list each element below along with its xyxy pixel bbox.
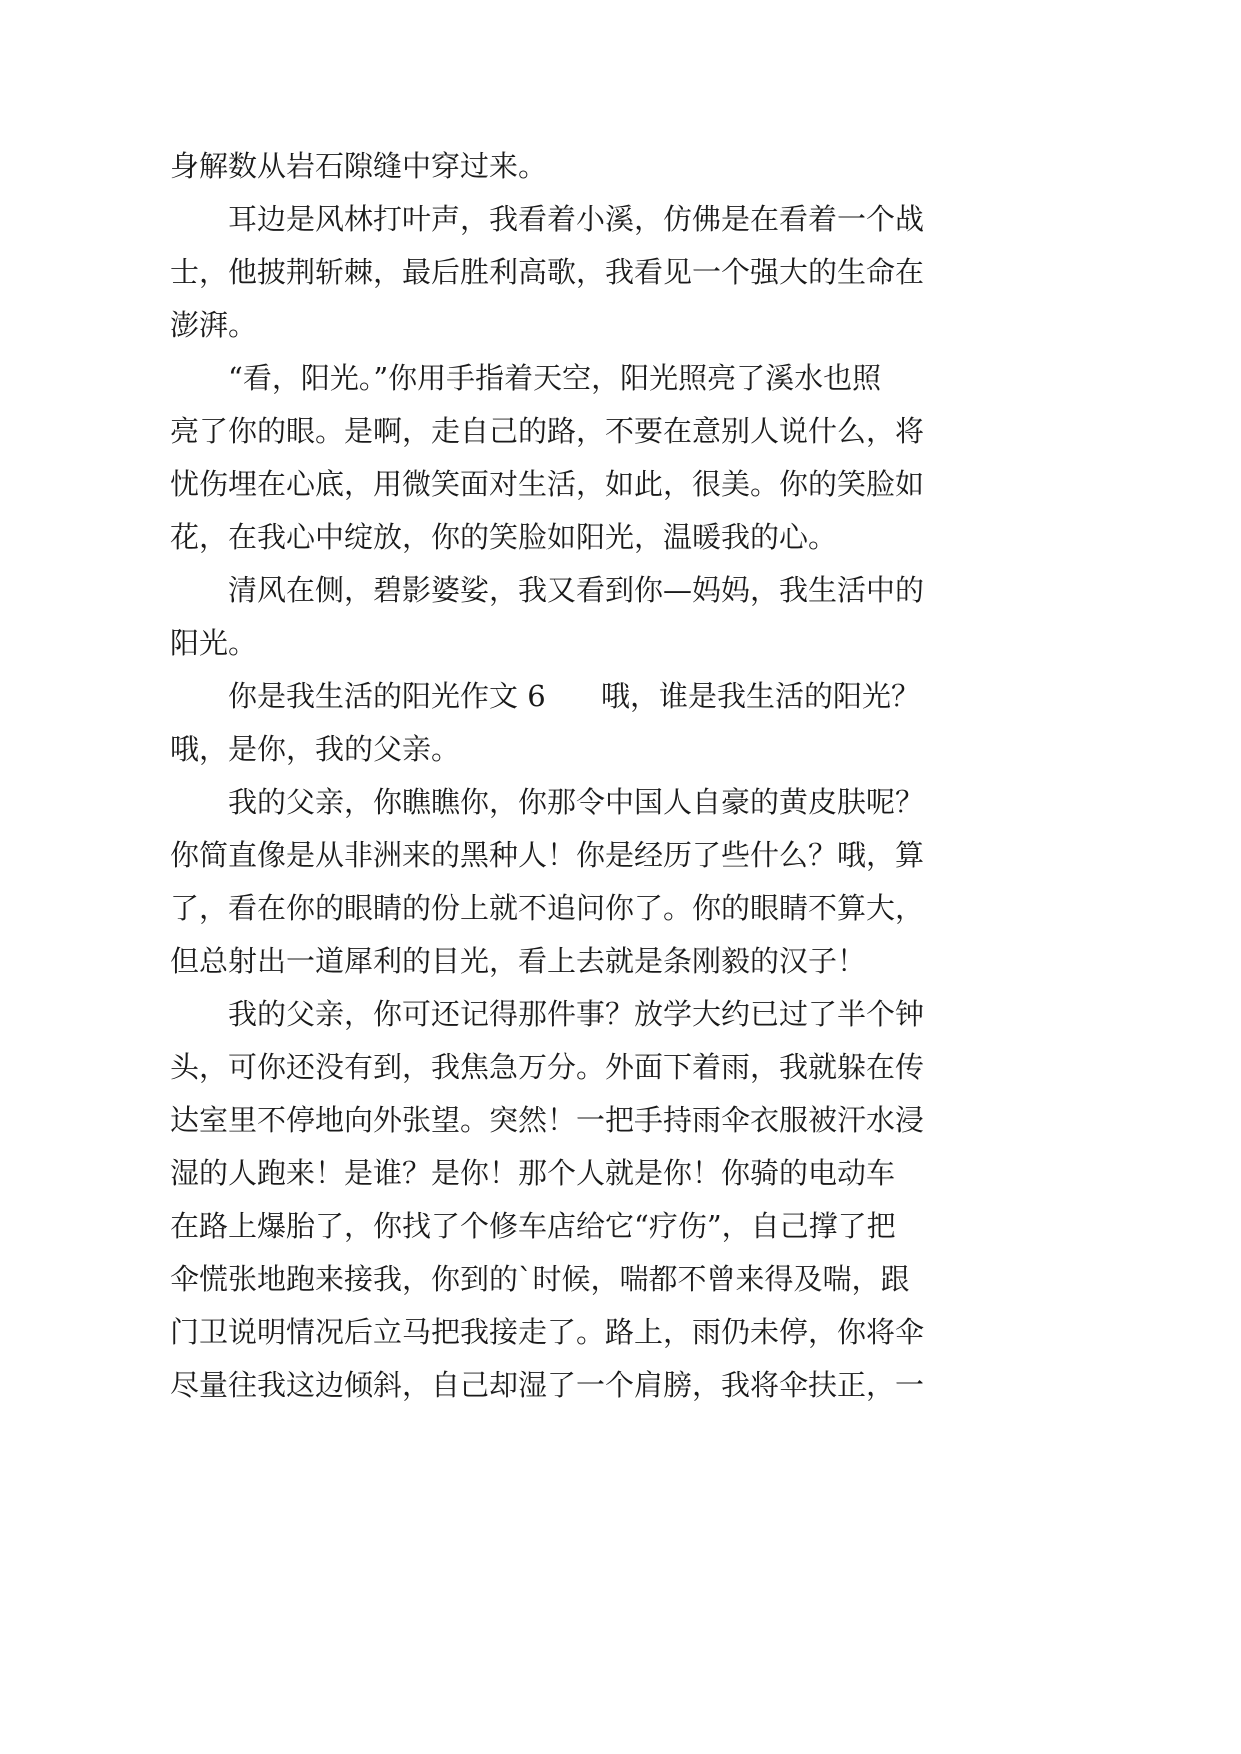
text-line-content: 尽量往我这边倾斜，自己却湿了一个肩膀，我将伞扶正，一 xyxy=(170,1368,925,1402)
text-line-content: 士，他披荆斩棘，最后胜利高歌，我看见一个强大的生命在 xyxy=(170,255,925,289)
text-line-content: 忧伤埋在心底，用微笑面对生活，如此，很美。你的笑脸如 xyxy=(170,467,925,501)
text-line xyxy=(0,1143,1241,1203)
text-line xyxy=(0,189,1241,249)
text-line-content: 花，在我心中绽放，你的笑脸如阳光，温暖我的心。 xyxy=(170,520,838,554)
text-line-content: 湿的人跑来！是谁？是你！那个人就是你！你骑的电动车 xyxy=(170,1156,896,1190)
text-line-content: 哦，是你，我的父亲。 xyxy=(170,732,461,766)
text-line xyxy=(0,242,1241,302)
text-line xyxy=(0,1196,1241,1256)
text-line-content: 伞慌张地跑来接我，你到的`时候，喘都不曾来得及喘，跟 xyxy=(170,1262,910,1296)
text-line-content: “看，阳光。”你用手指着天空，阳光照亮了溪水也照 xyxy=(228,361,882,395)
text-line-content: 你简直像是从非洲来的黑种人！你是经历了些什么？哦，算 xyxy=(170,838,925,872)
text-line-content: 亮了你的眼。是啊，走自己的路，不要在意别人说什么，将 xyxy=(170,414,925,448)
text-line-content: 清风在侧，碧影婆娑，我又看到你—妈妈，我生活中的 xyxy=(228,573,925,607)
text-line xyxy=(0,560,1241,620)
text-line-content: 但总射出一道犀利的目光，看上去就是条刚毅的汉子！ xyxy=(170,944,867,978)
text-line-content: 耳边是风林打叶声，我看着小溪，仿佛是在看着一个战 xyxy=(228,202,925,236)
text-line-content: 你是我生活的阳光作文 6 哦，谁是我生活的阳光？ xyxy=(228,679,920,713)
text-line-content: 我的父亲，你瞧瞧你，你那令中国人自豪的黄皮肤呢？ xyxy=(228,785,925,819)
text-line xyxy=(0,666,1241,726)
text-line-content: 我的父亲，你可还记得那件事？放学大约已过了半个钟 xyxy=(228,997,925,1031)
text-line xyxy=(0,136,1241,196)
text-line xyxy=(0,931,1241,991)
text-line-content: 身解数从岩石隙缝中穿过来。 xyxy=(170,149,548,183)
text-line xyxy=(0,507,1241,567)
text-line xyxy=(0,454,1241,514)
text-line xyxy=(0,825,1241,885)
text-line xyxy=(0,719,1241,779)
text-line xyxy=(0,1302,1241,1362)
text-line-content: 头，可你还没有到，我焦急万分。外面下着雨，我就躲在传 xyxy=(170,1050,925,1084)
text-line-content: 了，看在你的眼睛的份上就不追问你了。你的眼睛不算大， xyxy=(170,891,925,925)
text-line xyxy=(0,401,1241,461)
text-line-content: 在路上爆胎了，你找了个修车店给它“疗伤”，自己撑了把 xyxy=(170,1209,896,1243)
text-line xyxy=(0,984,1241,1044)
text-line xyxy=(0,348,1241,408)
text-line-content: 达室里不停地向外张望。突然！一把手持雨伞衣服被汗水浸 xyxy=(170,1103,925,1137)
text-line-content: 阳光。 xyxy=(170,626,258,660)
text-line-content: 澎湃。 xyxy=(170,308,258,342)
text-line xyxy=(0,295,1241,355)
text-line xyxy=(0,772,1241,832)
text-line xyxy=(0,1090,1241,1150)
text-line xyxy=(0,1249,1241,1309)
text-line xyxy=(0,1355,1241,1415)
text-line xyxy=(0,878,1241,938)
text-line xyxy=(0,1037,1241,1097)
text-line xyxy=(0,613,1241,673)
text-line-content: 门卫说明情况后立马把我接走了。路上，雨仍未停，你将伞 xyxy=(170,1315,925,1349)
